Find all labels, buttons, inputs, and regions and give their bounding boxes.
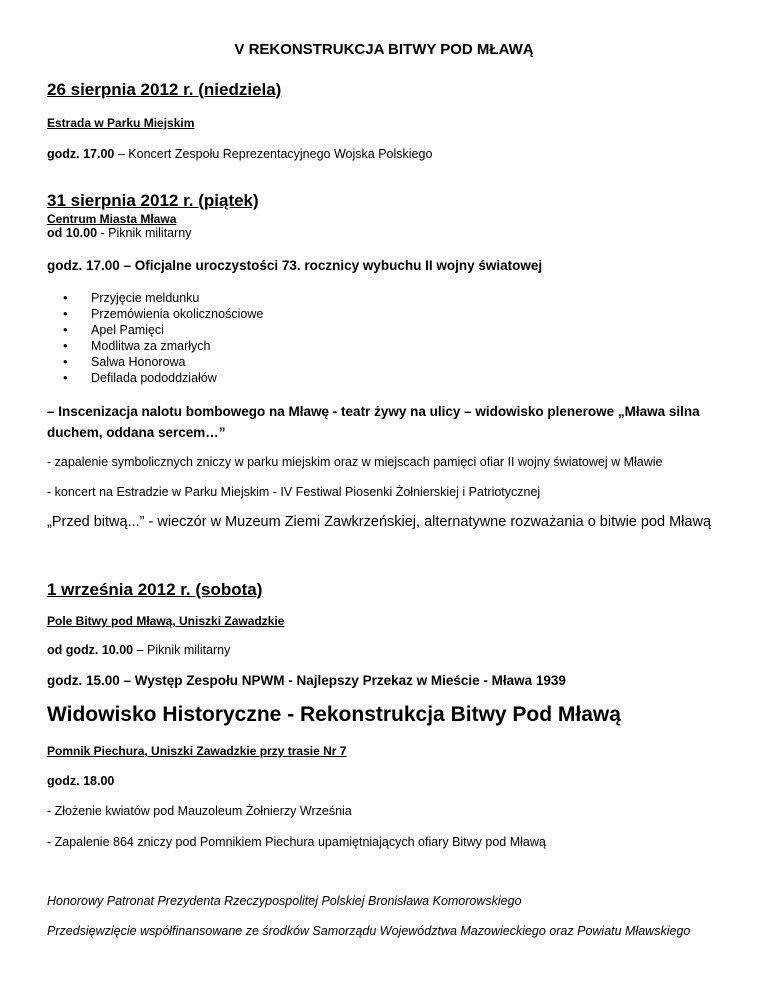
list-item: • Apel Pamięci bbox=[47, 322, 263, 338]
list-item: • Przyjęcie meldunku bbox=[47, 290, 263, 306]
day2-picnic-text: - Piknik militarny bbox=[97, 226, 192, 240]
day2-picnic-line bbox=[47, 226, 192, 240]
day2-staging: – Inscenizacja nalotu bombowego na Mławę - teatr żywy na ulicy – widowisko plenerowe „Mława silna duchem, oddana sercem…” bbox=[47, 404, 700, 440]
day1-event-line bbox=[47, 147, 432, 161]
day3-candles: - Zapalenie 864 zniczy pod Pomnikiem Piechura upamiętniających ofiary Bitwy pod Mławą bbox=[47, 835, 546, 849]
footer-funding: Przedsięwzięcie współfinansowane ze środków Samorządu Województwa Mazowieckiego oraz Powiatu Mławskiego bbox=[47, 924, 691, 938]
footer-patron: Honorowy Patronat Prezydenta Rzeczypospolitej Polskiej Bronisława Komorowskiego bbox=[47, 894, 522, 908]
list-item: • Defilada pododdziałów bbox=[47, 370, 263, 386]
day2-museum: „Przed bitwą...” - wieczór w Muzeum Ziemi Zawkrzeńskiej, alternatywne rozważania o bitwie pod Mławą bbox=[47, 514, 712, 530]
document-title: V REKONSTRUKCJA BITWY POD MŁAWĄ bbox=[234, 41, 534, 58]
list-item: • Przemówienia okolicznościowe bbox=[47, 306, 263, 322]
day1-event: – Koncert Zespołu Reprezentacyjnego Wojska Polskiego bbox=[114, 147, 433, 161]
day3-show: godz. 15.00 – Występ Zespołu NPWM - Najlepszy Przekaz w Mieście - Mława 1939 bbox=[47, 673, 566, 688]
day3-picnic-line bbox=[47, 643, 230, 657]
list-item: • Salwa Honorowa bbox=[47, 354, 263, 370]
day3-picnic-time: od godz. 10.00 bbox=[47, 643, 134, 657]
day2-candles: - zapalenie symbolicznych zniczy w parku miejskim oraz w miejscach pamięci ofiar II wojny światowej w Mławie bbox=[47, 455, 663, 469]
day1-location: Estrada w Parku Miejskim bbox=[47, 116, 195, 130]
day2-location: Centrum Miasta Mława bbox=[47, 212, 177, 226]
ceremony-items-list bbox=[47, 290, 263, 386]
day3-flowers: - Złożenie kwiatów pod Mauzoleum Żołnierzy Września bbox=[47, 804, 352, 818]
day3-location: Pole Bitwy pod Mławą, Uniszki Zawadzkie bbox=[47, 614, 285, 628]
day2-picnic-time: od 10.00 bbox=[47, 226, 98, 240]
list-item: • Modlitwa za zmarłych bbox=[47, 338, 263, 354]
day3-time2: godz. 18.00 bbox=[47, 774, 115, 788]
day2-concert: - koncert na Estradzie w Parku Miejskim - IV Festiwal Piosenki Żołnierskiej i Patriotycznej bbox=[47, 485, 541, 499]
day2-ceremony: godz. 17.00 – Oficjalne uroczystości 73. rocznicy wybuchu II wojny światowej bbox=[47, 258, 543, 273]
day3-picnic-text: – Piknik militarny bbox=[133, 643, 231, 657]
day3-location2: Pomnik Piechura, Uniszki Zawadzkie przy trasie Nr 7 bbox=[47, 744, 347, 758]
day2-date-heading: 31 sierpnia 2012 r. (piątek) bbox=[47, 191, 259, 210]
day3-headline: Widowisko Historyczne - Rekonstrukcja Bitwy Pod Mławą bbox=[47, 703, 621, 726]
day3-date-heading: 1 września 2012 r. (sobota) bbox=[47, 580, 263, 599]
day1-time: godz. 17.00 bbox=[47, 147, 115, 161]
day1-date-heading: 26 sierpnia 2012 r. (niedziela) bbox=[47, 80, 282, 99]
